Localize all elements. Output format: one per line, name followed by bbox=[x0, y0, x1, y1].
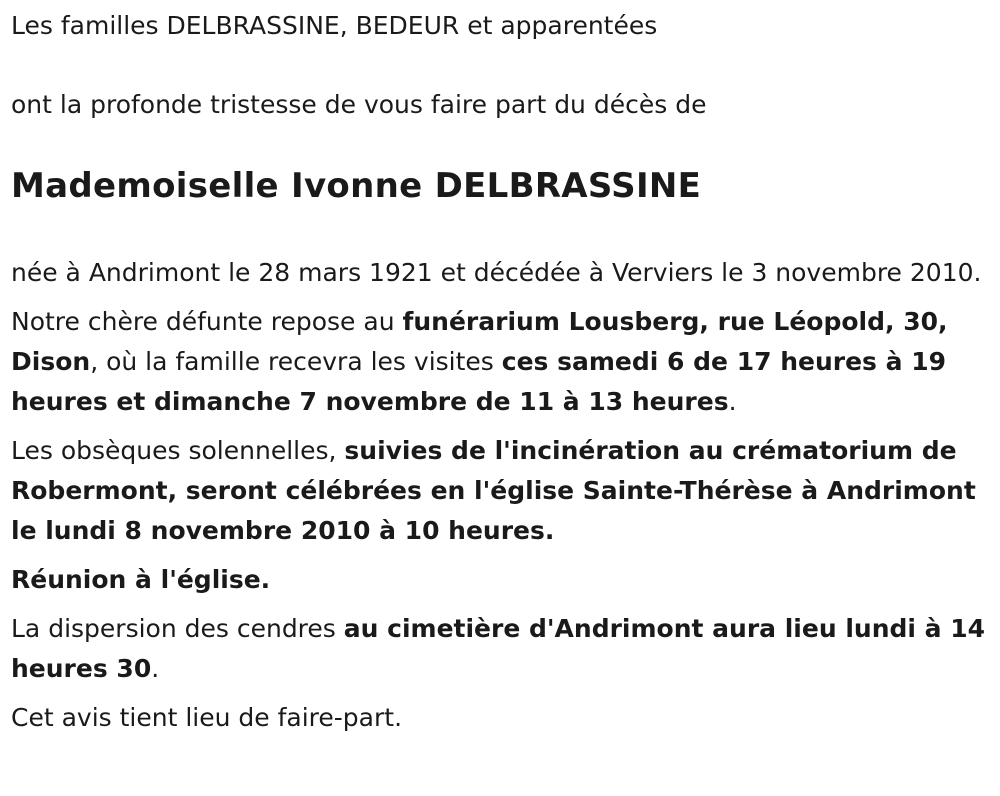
closing-line: Cet avis tient lieu de faire-part. bbox=[11, 703, 403, 732]
meeting-paragraph bbox=[11, 560, 991, 600]
deceased-name: Mademoiselle Ivonne DELBRASSINE bbox=[11, 166, 702, 206]
birth-death-paragraph: née à Andrimont le 28 mars 1921 et décédée à Verviers le 3 novembre 2010. bbox=[11, 258, 982, 287]
ashes-details: au cimetière d'Andrimont aura lieu lundi à 14 heures 30 bbox=[11, 614, 986, 683]
ashes-text-1: La dispersion des cendres bbox=[11, 614, 344, 643]
repose-text-1: Notre chère défunte repose au bbox=[11, 307, 403, 336]
intro-families: Les familles DELBRASSINE, BEDEUR et apparentées bbox=[11, 11, 658, 40]
funeral-details: suivies de l'incinération au crématorium de Robermont, seront célébrées en l'église Sainte-Thérèse à Andrimont le lundi 8 novembre 2010 à 10 heures. bbox=[11, 436, 976, 545]
funeral-text-1: Les obsèques solennelles, bbox=[11, 436, 345, 465]
repose-text-3: . bbox=[728, 387, 737, 416]
funeral-home-address: funérarium Lousberg, rue Léopold, 30, Dison bbox=[11, 307, 948, 376]
funeral-paragraph bbox=[11, 431, 991, 551]
meeting-location: Réunion à l'église. bbox=[11, 565, 271, 594]
repose-paragraph bbox=[11, 302, 991, 422]
notice-body bbox=[11, 253, 991, 747]
visiting-hours: ces samedi 6 de 17 heures à 19 heures et dimanche 7 novembre de 11 à 13 heures bbox=[11, 347, 946, 416]
announcement-line: ont la profonde tristesse de vous faire part du décès de bbox=[11, 90, 707, 119]
ashes-text-2: . bbox=[151, 654, 160, 683]
repose-text-2: , où la famille recevra les visites bbox=[90, 347, 502, 376]
ashes-paragraph bbox=[11, 609, 991, 689]
